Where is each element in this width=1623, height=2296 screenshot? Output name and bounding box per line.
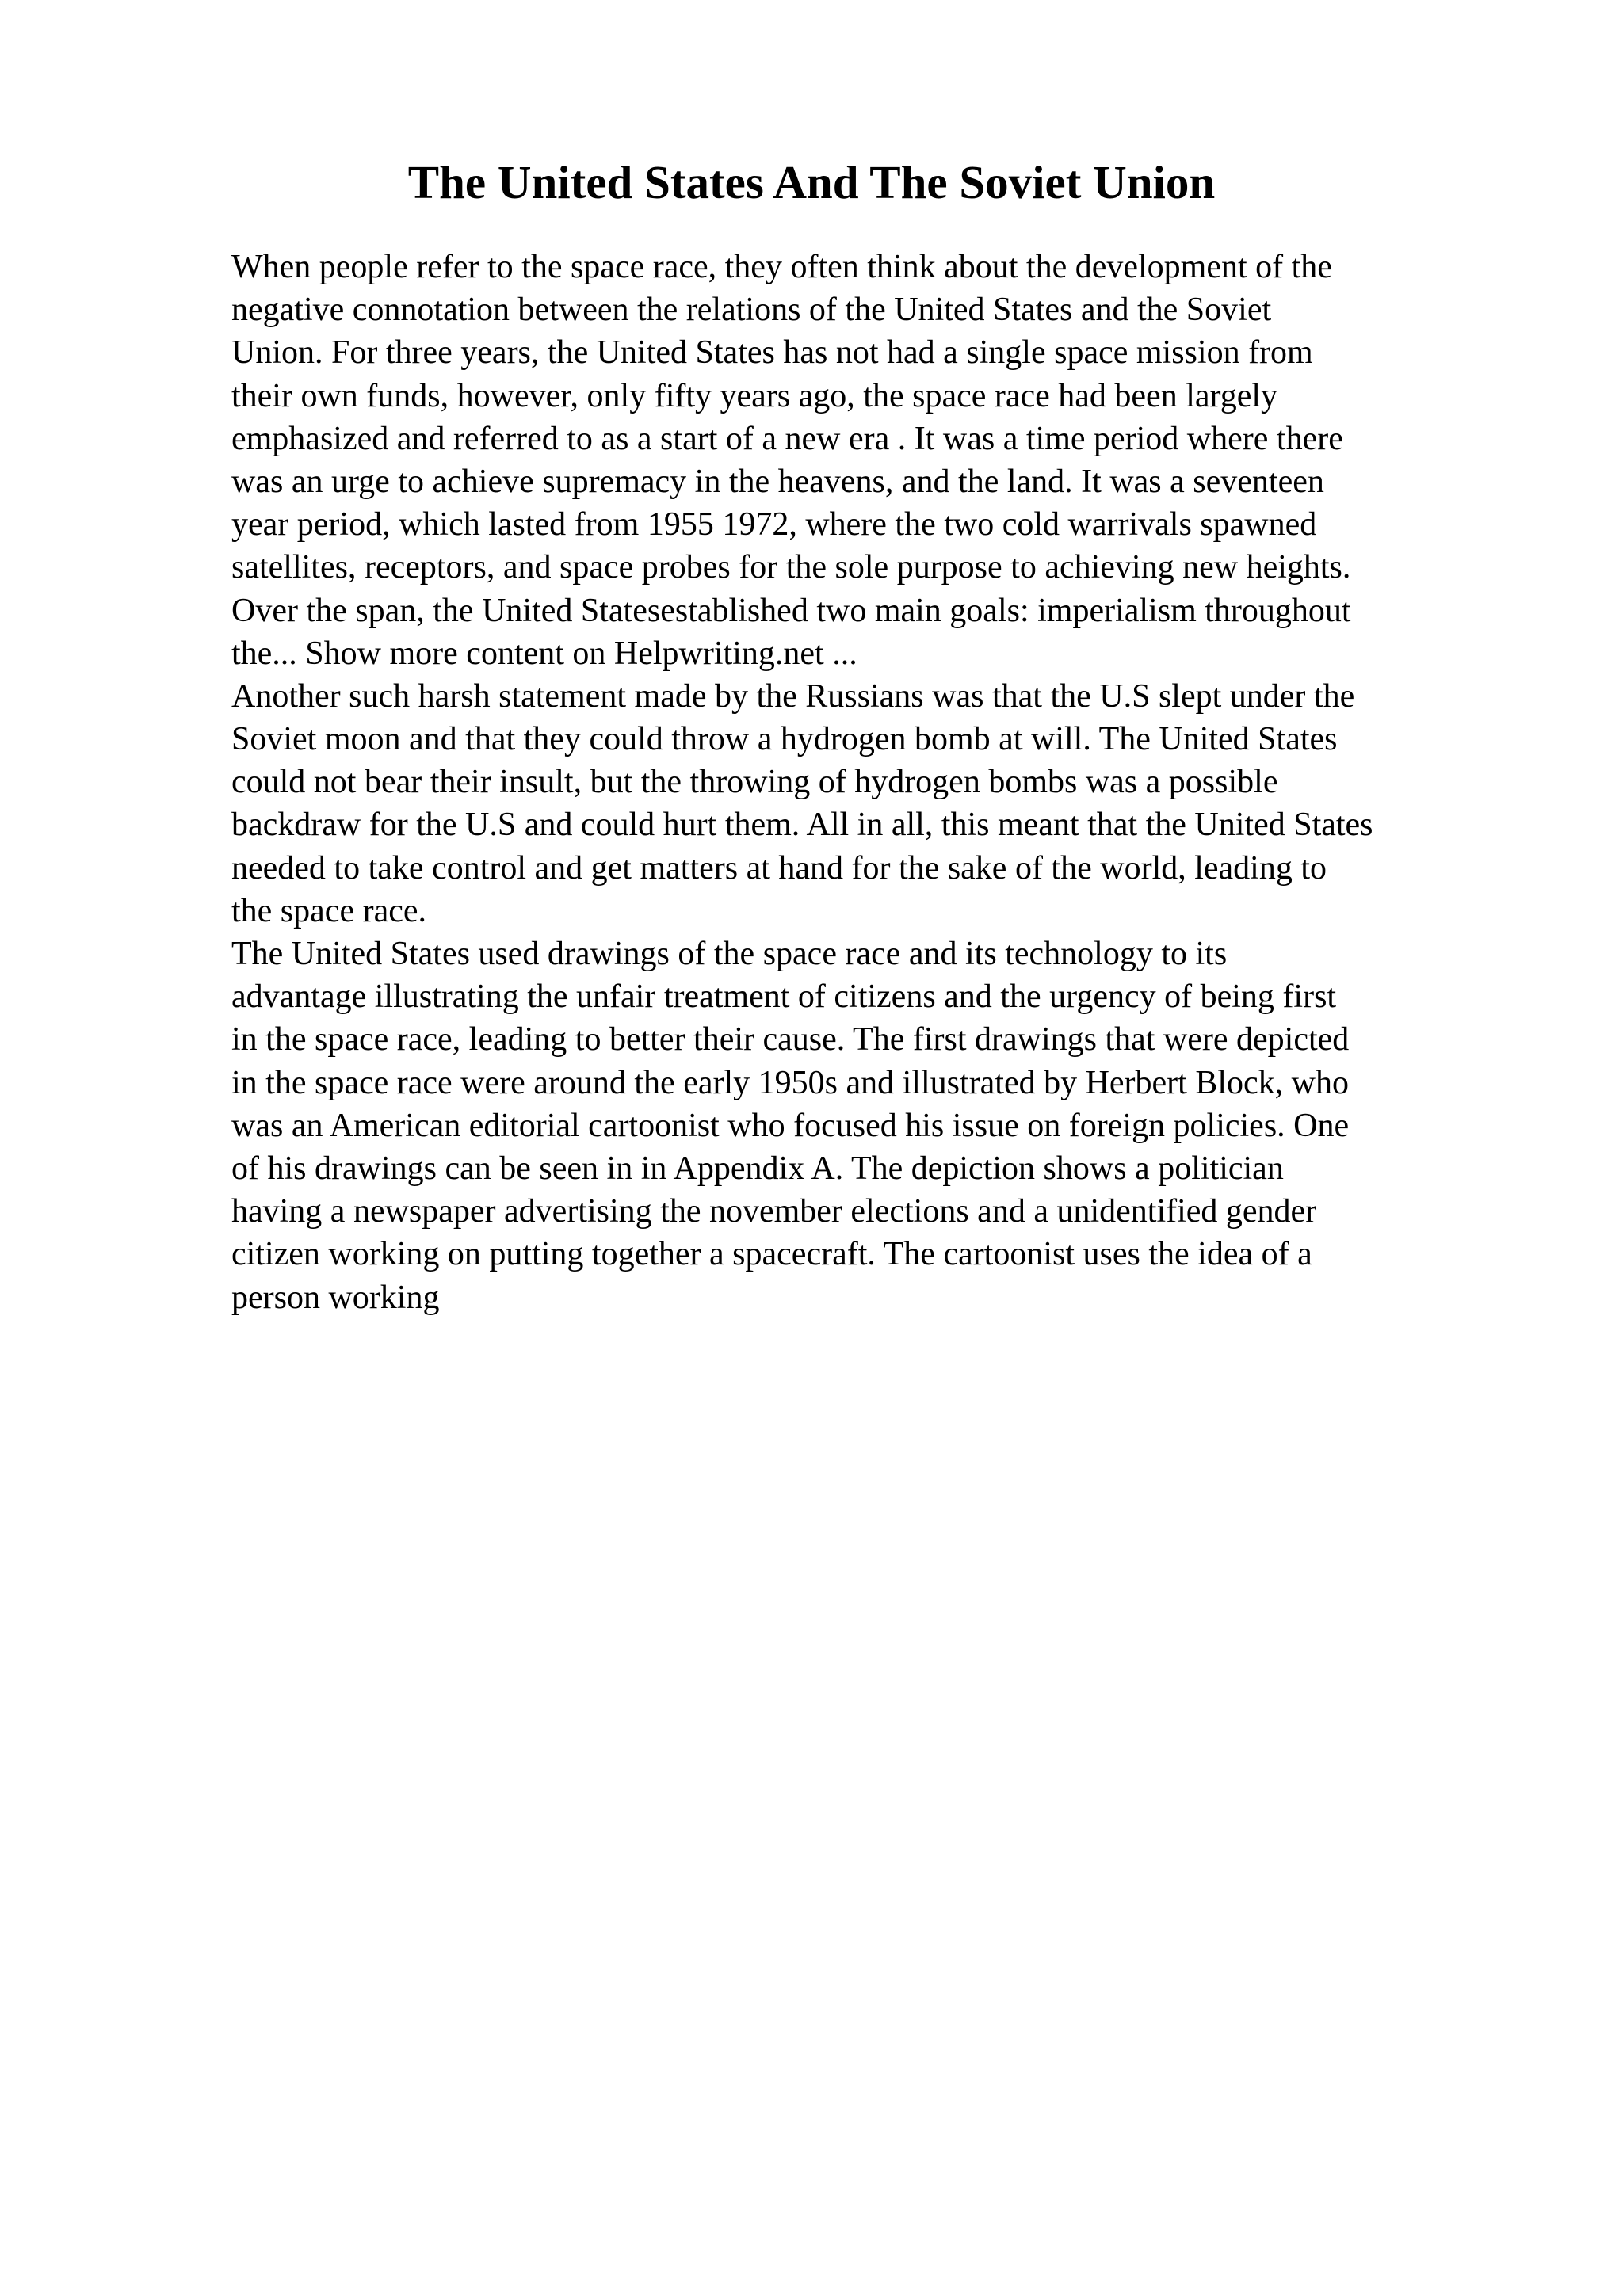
text-line: was an American editorial cartoonist who focused his issue on foreign policies. One <box>231 1107 1350 1144</box>
text-line: Soviet moon and that they could throw a hydrogen bomb at will. The United States <box>231 721 1338 758</box>
text-line: Over the span, the United Statesestablished two main goals: imperialism throughout <box>231 592 1351 629</box>
text-line: in the space race were around the early 1950s and illustrated by Herbert Block, who <box>231 1064 1349 1101</box>
text-line: needed to take control and get matters at hand for the sake of the world, leading to <box>231 849 1327 887</box>
text-line: negative connotation between the relations of the United States and the Soviet <box>231 292 1272 329</box>
text-line: satellites, receptors, and space probes for the sole purpose to achieving new heights. <box>231 549 1351 586</box>
text-line: in the space race, leading to better their cause. The first drawings that were depicted <box>231 1021 1350 1058</box>
text-line: having a newspaper advertising the november elections and a unidentified gender <box>231 1193 1317 1230</box>
text-line: backdraw for the U.S and could hurt them. All in all, this meant that the United States <box>231 807 1373 844</box>
text-line: could not bear their insult, but the throwing of hydrogen bombs was a possible <box>231 764 1278 801</box>
document-body <box>231 246 1515 1319</box>
document-title: The United States And The Soviet Union <box>407 156 1216 208</box>
text-line: Another such harsh statement made by the Russians was that the U.S slept under the <box>231 677 1355 715</box>
text-line: year period, which lasted from 1955 1972, where the two cold warrivals spawned <box>231 506 1317 543</box>
text-line: emphasized and referred to as a start of a new era . It was a time period where there <box>231 420 1343 457</box>
text-line: the... Show more content on Helpwriting.net ... <box>231 635 857 672</box>
text-line: was an urge to achieve supremacy in the heavens, and the land. It was a seventeen <box>231 463 1324 500</box>
text-line: When people refer to the space race, they often think about the development of the <box>231 249 1332 285</box>
text-line: the space race. <box>231 892 426 929</box>
text-line: The United States used drawings of the space race and its technology to its <box>231 936 1228 972</box>
text-line: of his drawings can be seen in in Appendix A. The depiction shows a politician <box>231 1150 1284 1187</box>
text-line: citizen working on putting together a spacecraft. The cartoonist uses the idea of a <box>231 1236 1312 1273</box>
text-line: person working <box>231 1279 440 1316</box>
text-line: Union. For three years, the United States has not had a single space mission from <box>231 334 1313 372</box>
text-line: advantage illustrating the unfair treatment of citizens and the urgency of being first <box>231 978 1337 1016</box>
text-line: their own funds, however, only fifty years ago, the space race had been largely <box>231 377 1278 414</box>
